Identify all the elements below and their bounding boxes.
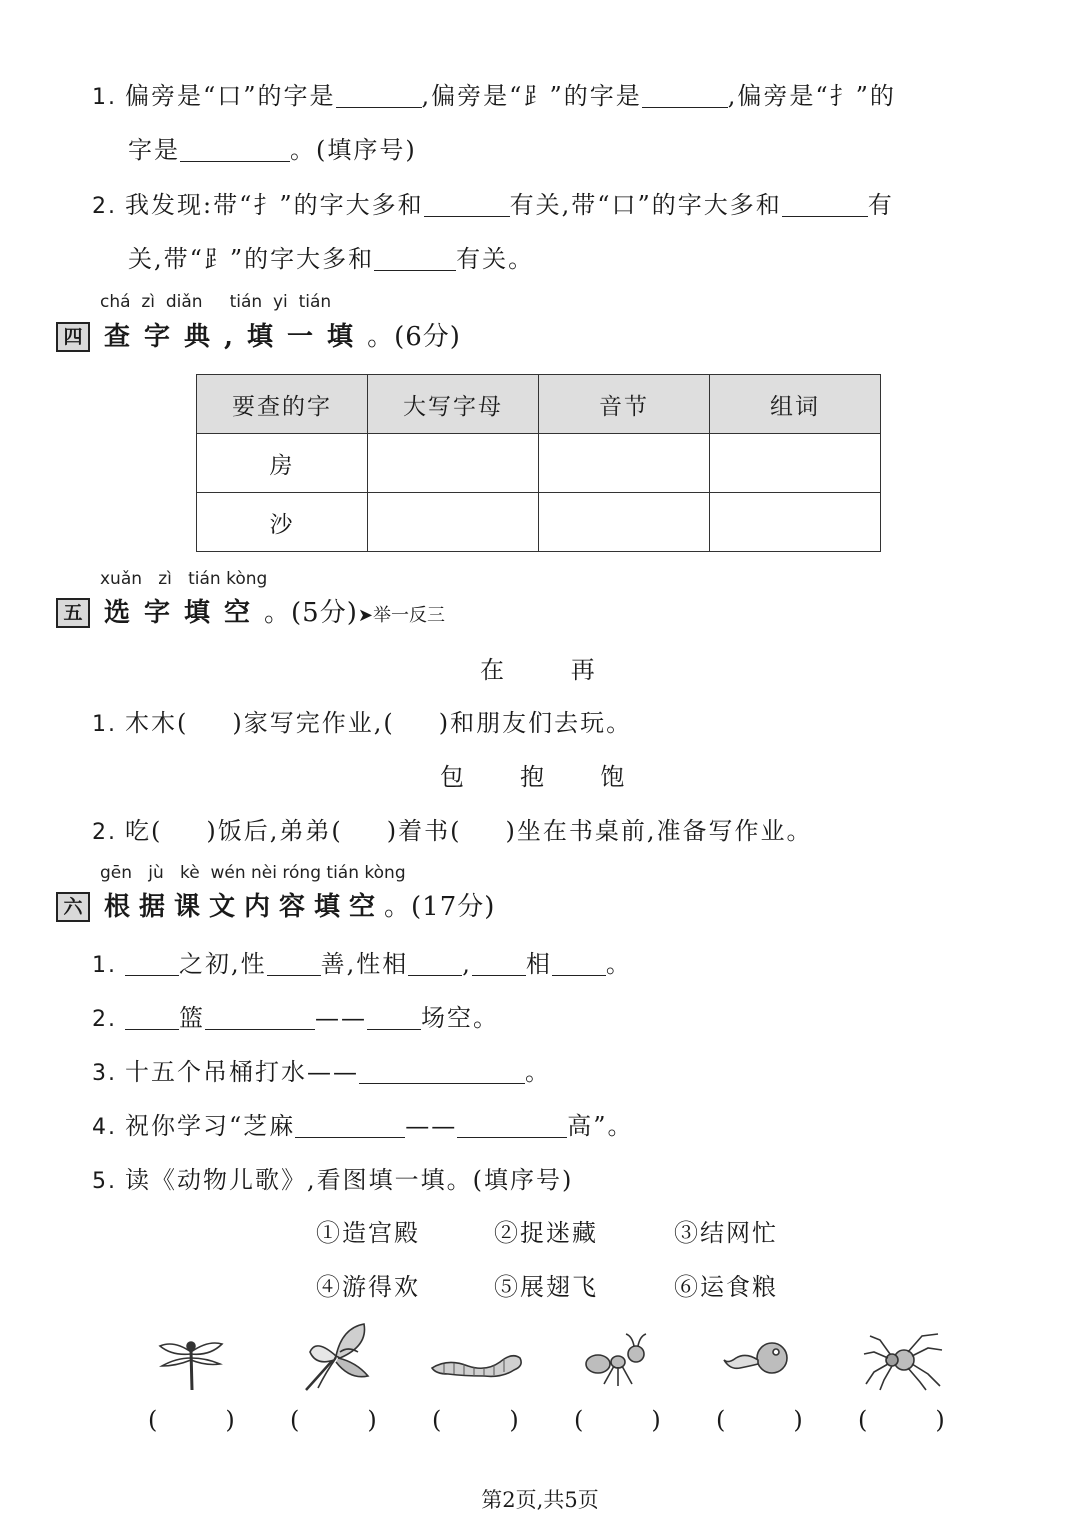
sec6-q3: 3. 十五个吊桶打水—— 。	[92, 1058, 551, 1086]
answer-blank[interactable]	[424, 192, 510, 217]
answer-blank[interactable]	[125, 951, 179, 976]
option-item: ④游得欢	[316, 1273, 420, 1301]
sec5-choices-2: 包 抱 饱	[440, 763, 628, 791]
answer-blank[interactable]	[180, 137, 290, 162]
sec6-q2: 2. 篮 —— 场空。	[92, 1004, 499, 1032]
option-item: ①造宫殿	[316, 1219, 420, 1247]
answer-blank[interactable]	[472, 951, 526, 976]
option-item: ②捉迷藏	[494, 1219, 598, 1247]
table-row	[197, 434, 881, 493]
table-header: 音节	[539, 375, 710, 434]
ant-icon	[580, 1330, 652, 1388]
part3-q1-line1: 1. 偏旁是“口”的字是 ,偏旁是“⻊”的字是 ,偏旁是“扌”的	[92, 82, 896, 110]
table-cell-input[interactable]	[539, 493, 710, 552]
dictionary-table	[196, 374, 881, 552]
sec6-q5: 5. 读《动物儿歌》,看图填一填。(填序号)	[92, 1166, 574, 1194]
sec5-pinyin: xuǎn zì tián kòng	[100, 569, 268, 589]
part3-q2-line1: 2. 我发现:带“扌”的字大多和 有关,带“口”的字大多和 有	[92, 191, 894, 219]
table-header-row	[197, 375, 881, 434]
answer-blank[interactable]	[359, 1059, 525, 1084]
option-item: ③结网忙	[674, 1219, 778, 1247]
answer-blank[interactable]	[205, 1005, 315, 1030]
table-cell-input[interactable]	[539, 434, 710, 493]
sec5-heading: 五 选字填空。(5分)➤举一反三	[56, 592, 445, 629]
sec5-q1: 1. 木木( )家写完作业,( )和朋友们去玩。	[92, 709, 633, 737]
section-number-box: 五	[56, 598, 90, 628]
table-cell-char: 沙	[197, 493, 368, 552]
answer-blank[interactable]	[457, 1113, 567, 1138]
section-number-box: 六	[56, 892, 90, 922]
sec6-heading: 六 根据课文内容填空。(17分)	[56, 886, 495, 923]
table-header: 组词	[710, 375, 881, 434]
spider-icon	[862, 1330, 944, 1392]
table-cell-input[interactable]	[710, 434, 881, 493]
section-number-box: 四	[56, 322, 90, 352]
table-cell-char: 房	[197, 434, 368, 493]
answer-blank[interactable]	[295, 1113, 405, 1138]
answer-blank[interactable]	[374, 246, 456, 271]
sec5-q2: 2. 吃( )饭后,弟弟( )着书( )坐在书桌前,准备写作业。	[92, 817, 813, 845]
table-cell-input[interactable]	[368, 493, 539, 552]
sec6-q1: 1. 之初,性 善,性相 , 相 。	[92, 950, 632, 978]
sec5-choices-1: 在 再	[480, 656, 598, 684]
dragonfly-icon	[156, 1332, 226, 1394]
table-cell-input[interactable]	[368, 434, 539, 493]
answer-blank[interactable]	[552, 951, 606, 976]
part3-q1-line2: 字是 。(填序号)	[128, 136, 417, 164]
answer-blank[interactable]	[125, 1005, 179, 1030]
table-row	[197, 493, 881, 552]
answer-blank[interactable]	[782, 192, 868, 217]
answer-paren[interactable]: ( )	[432, 1406, 519, 1434]
answer-paren[interactable]: ( )	[858, 1406, 945, 1434]
answer-blank[interactable]	[642, 83, 728, 108]
answer-blank[interactable]	[336, 83, 422, 108]
answer-paren[interactable]: ( )	[716, 1406, 803, 1434]
answer-paren[interactable]: ( )	[574, 1406, 661, 1434]
answer-blank[interactable]	[408, 951, 462, 976]
option-item: ⑤展翅飞	[494, 1273, 598, 1301]
page-number: 第2页,共5页	[481, 1488, 599, 1512]
answer-paren[interactable]: ( )	[290, 1406, 377, 1434]
sec4-pinyin: chá zì diǎn tián yi tián	[100, 292, 332, 312]
answer-paren[interactable]: ( )	[148, 1406, 235, 1434]
answer-blank[interactable]	[267, 951, 321, 976]
earthworm-icon	[428, 1344, 526, 1380]
sec6-q4: 4. 祝你学习“芝麻 —— 高”。	[92, 1112, 634, 1140]
table-header: 大写字母	[368, 375, 539, 434]
tadpole-icon	[722, 1338, 792, 1378]
sec6-pinyin: gēn jù kè wén nèi róng tián kòng	[100, 863, 406, 883]
table-header: 要查的字	[197, 375, 368, 434]
extension-tag: ➤举一反三	[357, 605, 445, 626]
sec4-heading: 四 查字典,填一填。(6分)	[56, 316, 461, 353]
butterfly-icon	[296, 1322, 378, 1394]
table-cell-input[interactable]	[710, 493, 881, 552]
answer-blank[interactable]	[367, 1005, 421, 1030]
part3-q2-line2: 关,带“⻊”的字大多和 有关。	[128, 245, 535, 273]
option-item: ⑥运食粮	[674, 1273, 778, 1301]
